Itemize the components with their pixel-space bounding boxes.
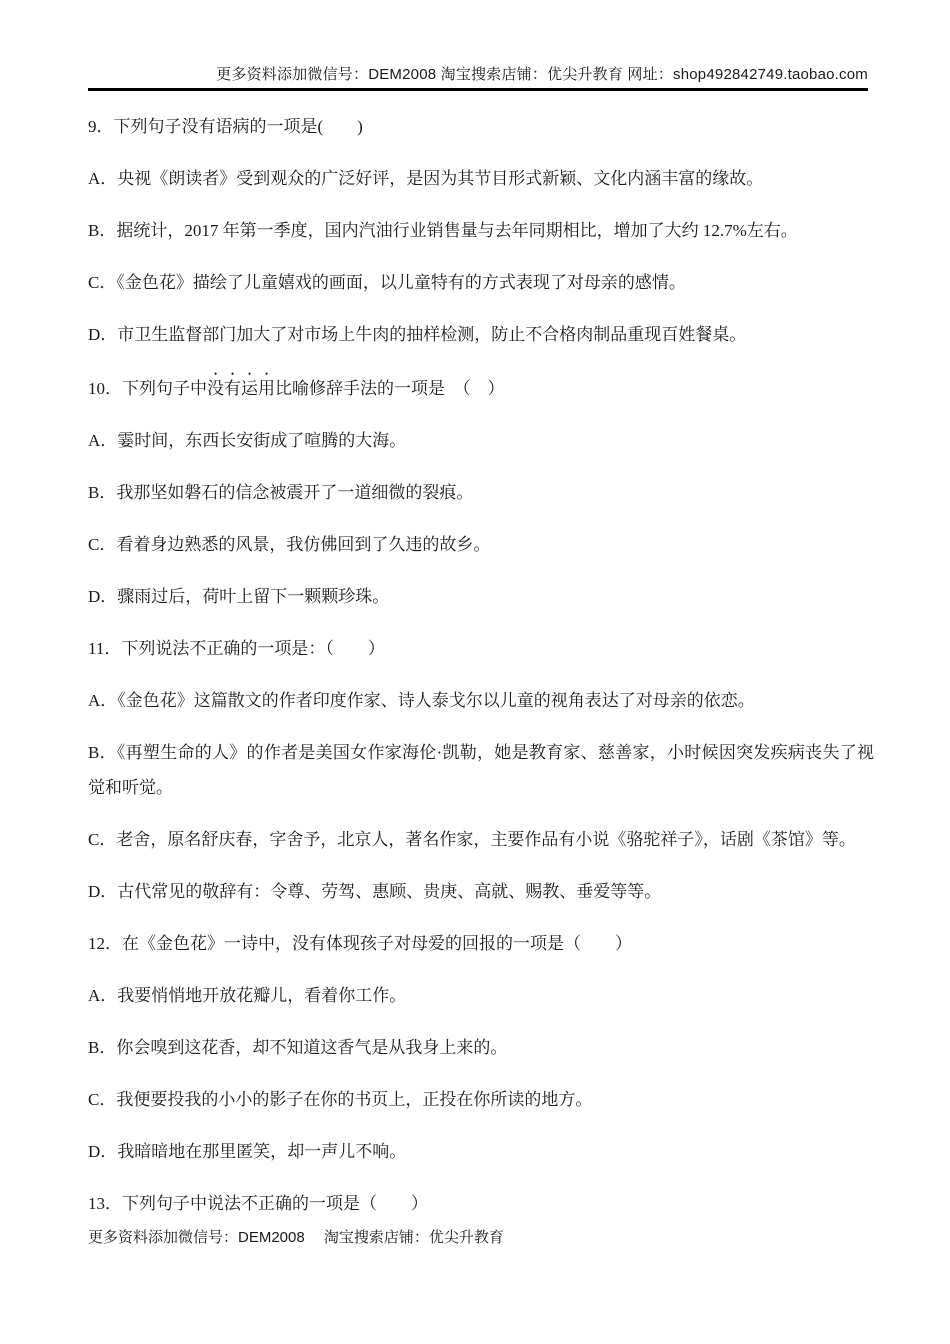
- question-10-stem-prefix: 10．下列句子中: [88, 379, 207, 398]
- question-12-option-d: D．我暗暗地在那里匿笑，却一声儿不响。: [88, 1142, 407, 1161]
- question-9-option-b: B．据统计，2017 年第一季度，国内汽油行业销售量与去年同期相比，增加了大约 12.7%左右。: [88, 221, 798, 240]
- question-11-option-a: A．《金色花》这篇散文的作者印度作家、诗人泰戈尔以儿童的视角表达了对母亲的依恋。: [88, 691, 755, 710]
- question-11-stem: 11．下列说法不正确的一项是：（ ）: [88, 639, 385, 658]
- question-12-stem: 12．在《金色花》一诗中，没有体现孩子对母爱的回报的一项是（ ）: [88, 934, 632, 953]
- question-9-option-c: C．《金色花》描绘了儿童嬉戏的画面，以儿童特有的方式表现了对母亲的感情。: [88, 273, 686, 292]
- question-9-stem: 9．下列句子没有语病的一项是( ): [88, 117, 363, 136]
- question-11-option-d: D．古代常见的敬辞有：令尊、劳驾、惠顾、贵庚、高就、赐教、垂爱等等。: [88, 882, 662, 901]
- question-9-option-d: D．市卫生监督部门加大了对市场上牛肉的抽样检测，防止不合格肉制品重现百姓餐桌。: [88, 325, 747, 344]
- page-header: [88, 64, 868, 91]
- question-10-option-d: D．骤雨过后，荷叶上留下一颗颗珍珠。: [88, 587, 390, 606]
- question-10-option-b: B．我那坚如磐石的信念被震开了一道细微的裂痕。: [88, 483, 474, 502]
- question-10-stem-suffix: 比喻修辞手法的一项是 （ ）: [275, 379, 505, 398]
- page-footer: [88, 1228, 504, 1248]
- question-10-option-c: C．看着身边熟悉的风景，我仿佛回到了久违的故乡。: [88, 535, 491, 554]
- question-12-option-a: A．我要悄悄地开放花瓣儿，看着你工作。: [88, 986, 407, 1005]
- question-11-option-c: C．老舍，原名舒庆春，字舍予，北京人，著名作家，主要作品有小说《骆驼祥子》，话剧《茶馆》等。: [88, 830, 856, 849]
- question-10-stem-emphasized-text: 没有运用: [207, 379, 275, 398]
- question-9-option-a: A．央视《朗读者》受到观众的广泛好评，是因为其节目形式新颖、文化内涵丰富的缘故。: [88, 169, 764, 188]
- question-12-option-c: C．我便要投我的小小的影子在你的书页上，正投在你所读的地方。: [88, 1090, 593, 1109]
- question-10-option-a: A．霎时间，东西长安街成了喧腾的大海。: [88, 431, 407, 450]
- question-10-stem: [88, 369, 874, 406]
- footer-promo-text: 更多资料添加微信号：DEM2008 淘宝搜索店铺：优尖升教育: [88, 1229, 504, 1246]
- question-11-option-b: B．《再塑生命的人》的作者是美国女作家海伦·凯勒，她是教育家、慈善家，小时候因突发疾病丧失了视觉和听觉。: [88, 743, 874, 797]
- question-12-option-b: B．你会嗅到这花香，却不知道这香气是从我身上来的。: [88, 1038, 508, 1057]
- question-13-stem: 13．下列句子中说法不正确的一项是（ ）: [88, 1194, 428, 1213]
- document-body: [88, 109, 874, 1238]
- header-promo-text: 更多资料添加微信号：DEM2008 淘宝搜索店铺：优尖升教育 网址：shop492842749.taobao.com: [216, 66, 868, 83]
